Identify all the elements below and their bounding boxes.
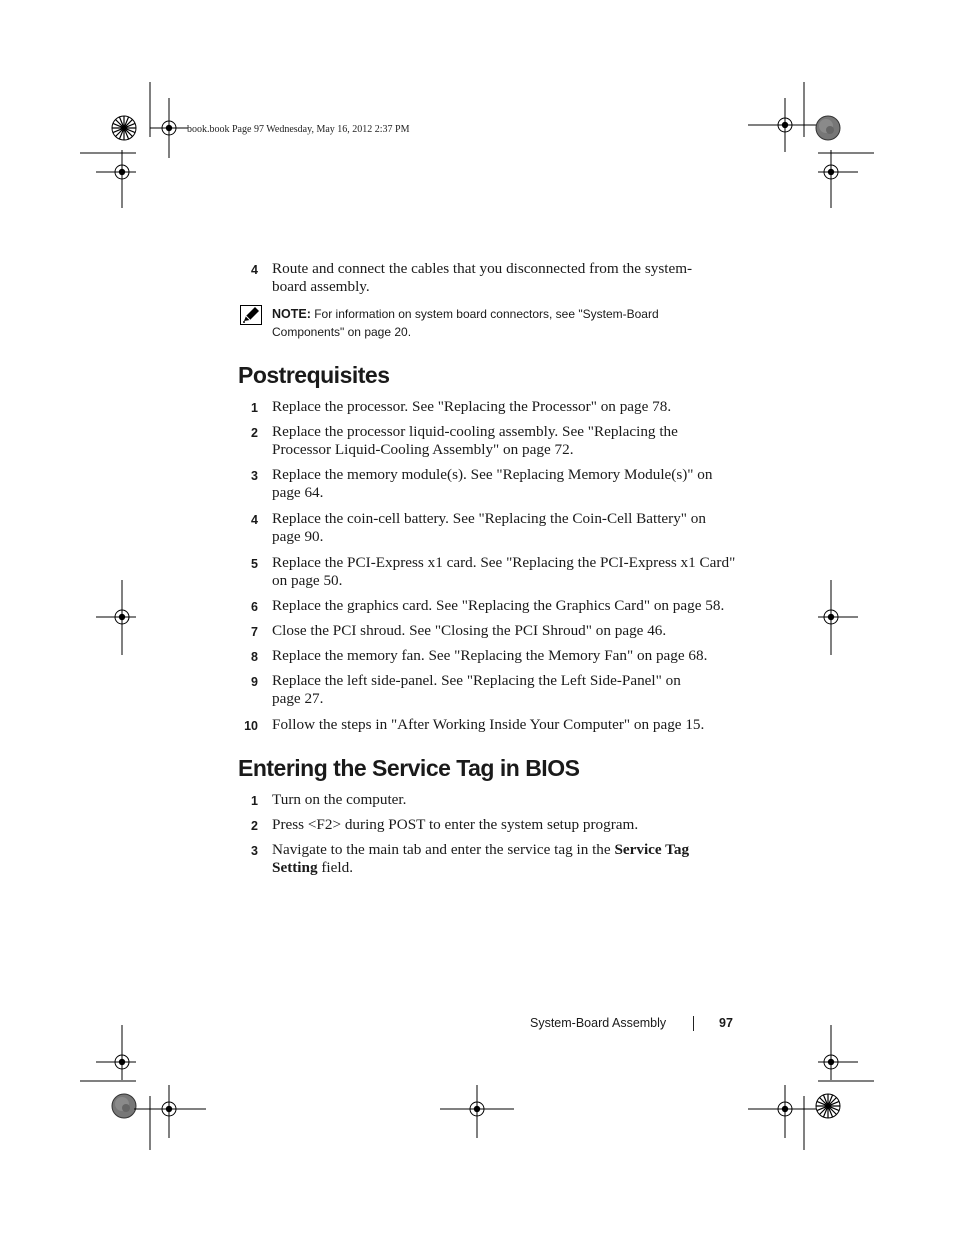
- step-number: 9: [251, 675, 258, 689]
- step-text: Replace the processor liquid-cooling assembly. See "Replacing the Processor Liquid-Cooling Assembly" on page 72.: [272, 423, 678, 458]
- step-number: 6: [251, 600, 258, 614]
- step-number: 7: [251, 625, 258, 639]
- step-number: 8: [251, 650, 258, 664]
- step-text: Replace the coin-cell battery. See "Replacing the Coin-Cell Battery" on page 90.: [272, 510, 706, 545]
- step-number: 5: [251, 557, 258, 571]
- step-number: 10: [244, 719, 258, 733]
- step-text: Close the PCI shroud. See "Closing the PCI Shroud" on page 46.: [272, 622, 667, 639]
- step-text: Replace the graphics card. See "Replacing the Graphics Card" on page 58.: [272, 597, 725, 614]
- pencil-note-icon: [240, 305, 262, 325]
- service-tag-field-name: Service Tag: [614, 841, 690, 858]
- section-heading-service-tag: Entering the Service Tag in BIOS: [238, 755, 580, 781]
- step-text: Replace the processor. See "Replacing the Processor" on page 78.: [272, 398, 672, 415]
- section-heading-postrequisites: Postrequisites: [238, 362, 390, 388]
- step-text: Replace the left side-panel. See "Replacing the Left Side-Panel" on page 27.: [272, 672, 681, 707]
- step-number: 4: [251, 263, 258, 277]
- step-text: Route and connect the cables that you disconnected from the system- board assembly.: [272, 260, 693, 295]
- step-text: Replace the memory fan. See "Replacing the Memory Fan" on page 68.: [272, 647, 708, 664]
- print-header: book.book Page 97 Wednesday, May 16, 2012 2:37 PM: [187, 124, 410, 135]
- step-number: 3: [251, 469, 258, 483]
- note-callout: [272, 305, 732, 341]
- note-text-line1: For information on system board connectors, see "System-Board: [310, 307, 659, 321]
- step-number: 2: [251, 426, 258, 440]
- step-text: Replace the memory module(s). See "Replacing Memory Module(s)" on page 64.: [272, 466, 713, 501]
- gray-rosette-icon: [816, 116, 840, 140]
- step-number: 4: [251, 513, 258, 527]
- note-text-line2: Components" on page 20.: [272, 325, 412, 339]
- starburst-rosette-icon: [816, 1094, 840, 1118]
- page-number: 97: [719, 1016, 733, 1030]
- footer-section-title: System-Board Assembly: [530, 1016, 667, 1030]
- step-text: Replace the PCI-Express x1 card. See "Replacing the PCI-Express x1 Card" on page 50.: [272, 554, 736, 589]
- footer-divider: [693, 1016, 694, 1031]
- starburst-rosette-icon: [112, 116, 136, 140]
- step-number: 1: [251, 401, 258, 415]
- gray-rosette-icon: [112, 1094, 136, 1118]
- note-label: NOTE:: [272, 307, 311, 321]
- step-text: Follow the steps in "After Working Inside Your Computer" on page 15.: [272, 716, 705, 733]
